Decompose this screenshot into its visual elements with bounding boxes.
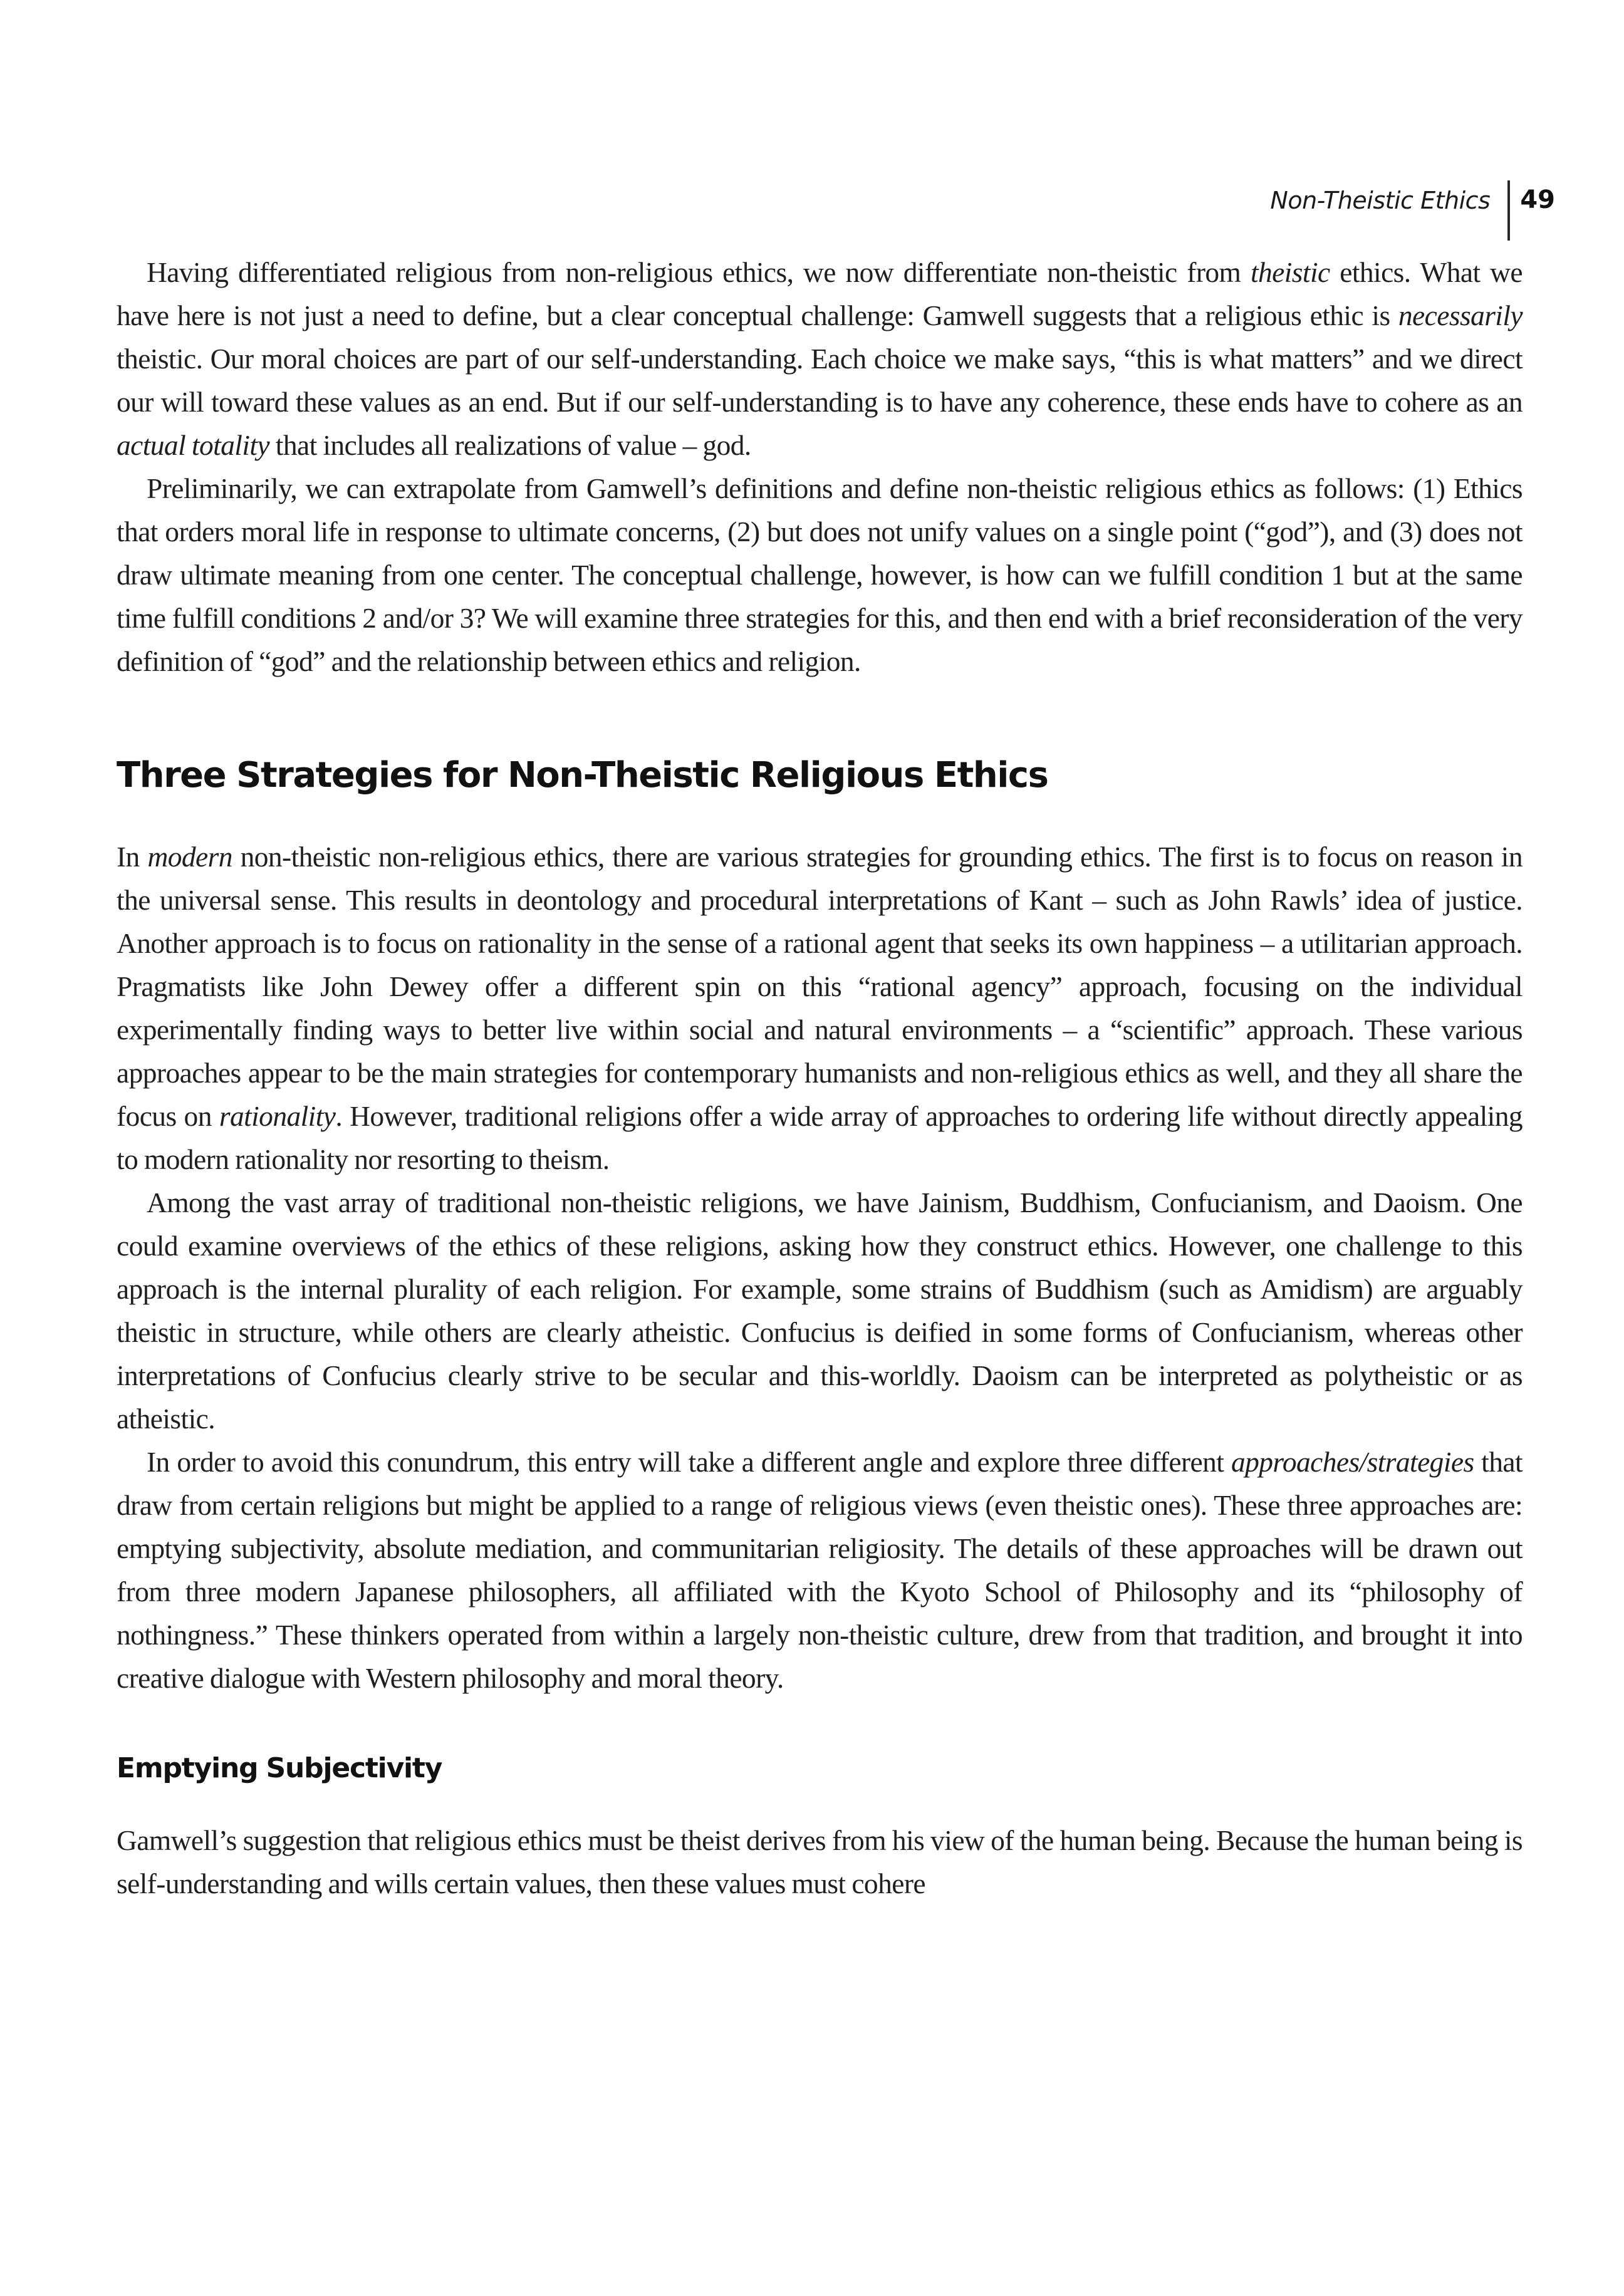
paragraph-intro-1 <box>117 251 1522 467</box>
text-run: . However, traditional religions offer a wide array of approaches to ordering life without directly appealing to modern rationality nor resorting to theism. <box>117 1100 1522 1175</box>
paragraph-strategies-3 <box>117 1440 1522 1700</box>
text-run: Having differentiated religious from non-religious ethics, we now differentiate non-theistic from <box>147 256 1251 288</box>
page-number: 49 <box>1520 185 1555 214</box>
paragraph-emptying-1: Gamwell’s suggestion that religious ethics must be theist derives from his view of the human being. Because the human being is self-understanding and wills certain values, then these values must cohere <box>117 1824 1522 1899</box>
text-run: In order to avoid this conundrum, this entry will take a different angle and explore three different <box>147 1446 1231 1478</box>
paragraph-intro-2: Preliminarily, we can extrapolate from Gamwell’s definitions and define non-theistic religious ethics as follows: (1) Ethics that orders moral life in response to ultimate concerns, (2) but does not unify values on a single point (“god”), and (3) does not draw ultimate meaning from one center. The conceptual challenge, however, is how can we fulfill condition 1 but at the same time fulfill conditions 2 and/or 3? We will examine three strategies for this, and then end with a brief reconsideration of the very definition of “god” and the relationship between ethics and religion. <box>117 472 1522 677</box>
text-run: ethics. What we have here is not just a need to define, but a clear conceptual challenge: Gamwell suggests that a religious ethic is <box>117 256 1522 331</box>
body-text <box>117 251 1522 1905</box>
text-run: non-theistic non-religious ethics, there are various strategies for grounding ethics. The first is to focus on reason in the universal sense. This results in deontology and procedural interpretations of Kant – such as John Rawls’ idea of justice. Another approach is to focus on rationality in the sense of a rational agent that seeks its own happiness – a utilitarian approach. Pragmatists like John Dewey offer a different spin on this “rational agency” approach, focusing on the individual experimentally finding ways to better live within social and natural environments – a “scientific” approach. These various approaches appear to be the main strategies for contemporary humanists and non-religious ethics as well, and they all share the focus on <box>117 841 1523 1132</box>
emphasis-text: modern <box>147 841 232 873</box>
emphasis-text: actual totality <box>117 429 270 461</box>
paragraph-strategies-2: Among the vast array of traditional non-theistic religions, we have Jainism, Buddhism, Confucianism, and Daoism. One could examine overviews of the ethics of these religions, asking how they construct ethics. However, one challenge to this approach is the internal plurality of each religion. For example, some strains of Buddhism (such as Amidism) are arguably theistic in structure, while others are clearly atheistic. Confucius is deified in some forms of Confucianism, whereas other interpretations of Confucius clearly strive to be secular and this-worldly. Daoism can be interpreted as polytheistic or as atheistic. <box>117 1187 1522 1435</box>
text-run: theistic. Our moral choices are part of our self-understanding. Each choice we make says, “this is what matters” and we direct our will toward these values as an end. But if our self-understanding is to have any coherence, these ends have to cohere as an <box>117 343 1522 418</box>
emphasis-text: rationality <box>219 1100 336 1132</box>
text-run: that draw from certain religions but might be applied to a range of religious views (even theistic ones). These three approaches are: emptying subjectivity, absolute mediation, and communitarian religiosity. The details of these approaches will be drawn out from three modern Japanese philosophers, all affiliated with the Kyoto School of Philosophy and its “philosophy of nothingness.” These thinkers operated from within a largely non-theistic culture, drew from that tradition, and brought it into creative dialogue with Western philosophy and moral theory. <box>117 1446 1523 1694</box>
paragraph-strategies-1 <box>117 835 1522 1181</box>
emphasis-text: theistic <box>1250 256 1330 288</box>
running-head-title: Non-Theistic Ethics <box>1270 187 1491 214</box>
emphasis-text: approaches/strategies <box>1231 1446 1474 1478</box>
running-head-divider <box>1507 180 1510 241</box>
section-heading-three-strategies: Three Strategies for Non-Theistic Religious Ethics <box>117 755 1048 796</box>
subsection-heading-emptying-subjectivity: Emptying Subjectivity <box>117 1752 442 1784</box>
running-head <box>1270 180 1555 243</box>
emphasis-text: necessarily <box>1398 299 1522 331</box>
text-run: that includes all realizations of value – god. <box>269 429 751 461</box>
text-run: In <box>117 841 148 873</box>
